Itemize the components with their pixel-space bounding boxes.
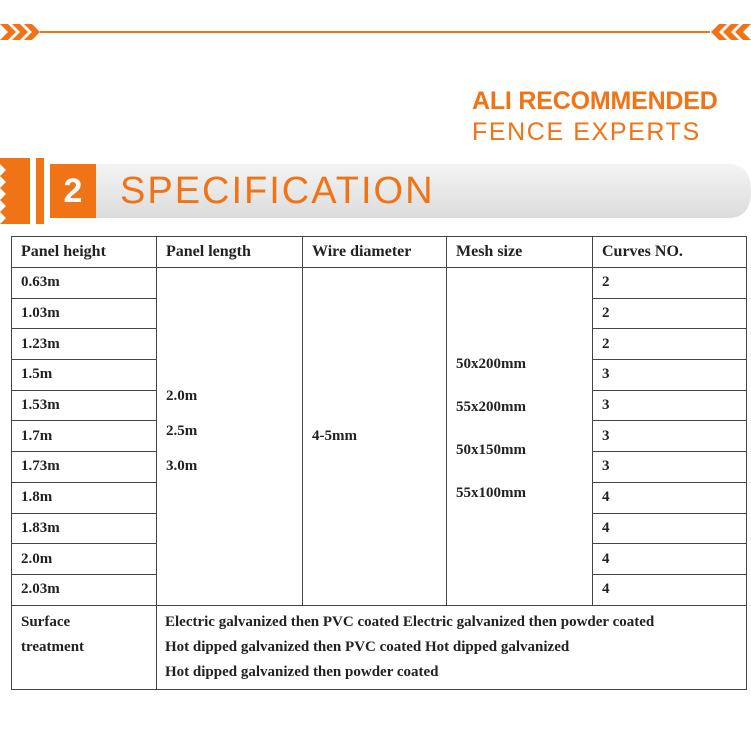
brand-block xyxy=(472,86,747,146)
curves-cell: 3 xyxy=(593,360,747,391)
height-cell: 2.03m xyxy=(12,574,157,605)
surface-label-line: Surface xyxy=(21,613,71,630)
header-mesh-size: Mesh size xyxy=(447,237,593,268)
surface-line: Hot dipped galvanized then PVC coated Hot dipped galvanized xyxy=(165,638,570,655)
header-curves-no: Curves NO. xyxy=(593,237,747,268)
surface-line: Hot dipped galvanized then powder coated xyxy=(165,663,439,680)
height-cell: 1.7m xyxy=(12,421,157,452)
surface-line: Electric galvanized then PVC coated Electric galvanized then powder coated xyxy=(165,613,655,630)
curves-cell: 2 xyxy=(593,298,747,329)
height-cell: 2.0m xyxy=(12,544,157,575)
height-cell: 1.83m xyxy=(12,513,157,544)
mesh-value: 55x200mm xyxy=(456,399,526,416)
curves-cell: 4 xyxy=(593,574,747,605)
header-panel-height: Panel height xyxy=(12,237,157,268)
section-title: SPECIFICATION xyxy=(120,170,435,212)
mesh-value: 50x200mm xyxy=(456,356,526,373)
left-chevrons-icon xyxy=(0,24,40,40)
length-value: 3.0m xyxy=(166,457,198,474)
height-cell: 1.8m xyxy=(12,482,157,513)
curves-cell: 3 xyxy=(593,390,747,421)
curves-cell: 2 xyxy=(593,268,747,299)
curves-cell: 4 xyxy=(593,544,747,575)
height-cell: 0.63m xyxy=(12,268,157,299)
header-panel-length: Panel length xyxy=(157,237,303,268)
curves-cell: 2 xyxy=(593,329,747,360)
section-banner xyxy=(0,158,751,224)
section-number: 2 xyxy=(63,171,83,210)
mesh-size-cell xyxy=(447,268,593,606)
curves-cell: 3 xyxy=(593,452,747,483)
brand-line-1: ALI RECOMMENDED xyxy=(472,87,718,115)
curves-cell: 4 xyxy=(593,482,747,513)
brand-line-2: FENCE EXPERTS xyxy=(472,118,701,146)
spec-table xyxy=(11,236,747,690)
panel-length-cell xyxy=(157,268,303,606)
curves-cell: 3 xyxy=(593,421,747,452)
height-cell: 1.03m xyxy=(12,298,157,329)
height-cell: 1.5m xyxy=(12,360,157,391)
surface-label-line: treatment xyxy=(21,638,85,655)
height-cell: 1.23m xyxy=(12,329,157,360)
height-cell: 1.73m xyxy=(12,452,157,483)
mesh-value: 55x100mm xyxy=(456,485,526,502)
height-cell: 1.53m xyxy=(12,390,157,421)
right-chevrons-icon xyxy=(711,24,751,40)
curves-cell: 4 xyxy=(593,513,747,544)
length-value: 2.0m xyxy=(166,387,198,404)
surface-treatment-label xyxy=(12,605,157,689)
surface-treatment-row xyxy=(12,605,747,689)
surface-treatment-text xyxy=(157,605,747,689)
wire-diameter-cell: 4-5mm xyxy=(303,268,447,606)
mesh-value: 50x150mm xyxy=(456,442,526,459)
header-wire-diameter: Wire diameter xyxy=(303,237,447,268)
table-header-row xyxy=(12,237,747,268)
top-divider xyxy=(0,0,751,60)
length-value: 2.5m xyxy=(166,422,198,439)
table-row xyxy=(12,268,747,299)
